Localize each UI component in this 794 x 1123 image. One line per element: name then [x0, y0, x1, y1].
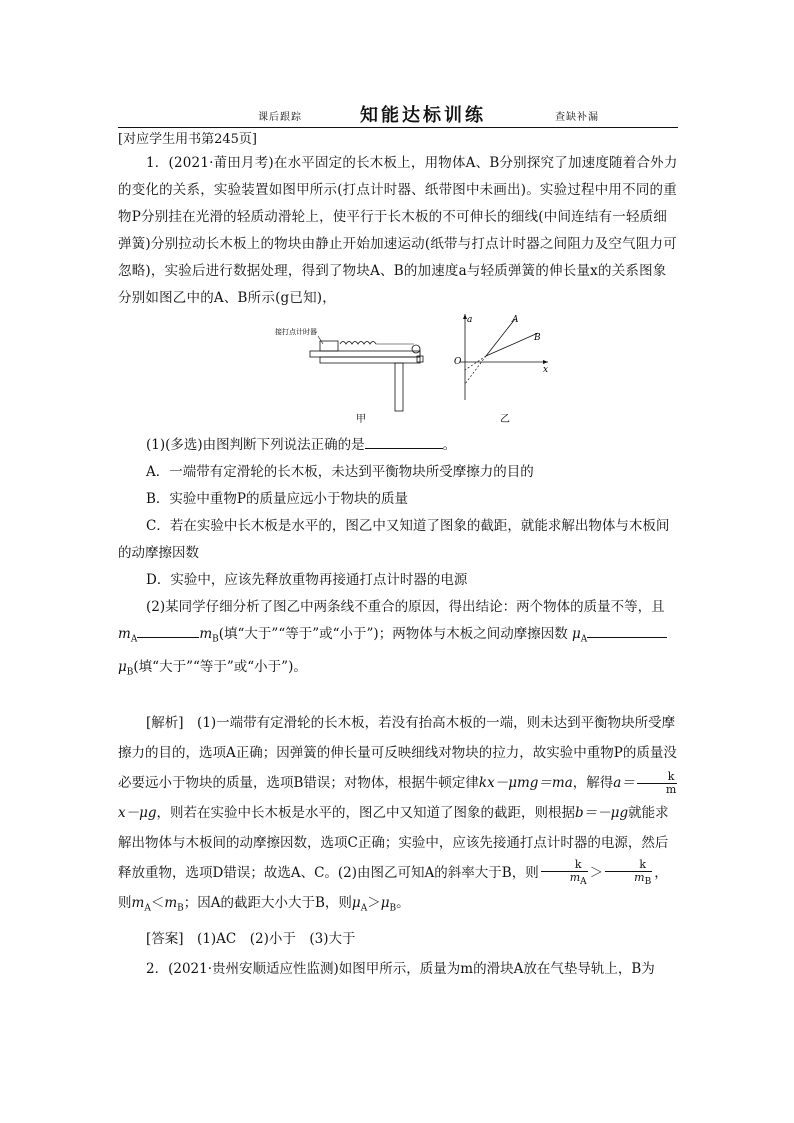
line-a-extension [465, 356, 486, 384]
header-left-label: 课后跟踪 [258, 112, 302, 123]
page-title: 知能达标训练 [360, 105, 486, 126]
book-reference: [对应学生用书第245页] [118, 132, 257, 147]
origin-label: O [454, 357, 462, 367]
part-1-prompt: (1)(多选)由图判断下列说法正确的是 。 [118, 432, 680, 459]
apparatus-diagram [275, 327, 423, 425]
table-leg [395, 363, 403, 411]
question-1-parts [118, 432, 680, 686]
block [320, 341, 338, 351]
figure-svg [260, 312, 560, 432]
option-a: A．一端带有定滑轮的长木板，未达到平衡物块所受摩擦力的目的 [146, 464, 534, 480]
header-right-label: 查缺补漏 [555, 112, 599, 123]
fraction-k-ma: $\frac{k}{m_A}$ [541, 859, 588, 888]
line-b [486, 333, 538, 356]
table-top [320, 357, 420, 363]
answer-blank-1 [365, 434, 443, 449]
option-c: C．若在实验中长木板是水平的，图乙中又知道了图象的截距，就能求解出物体与木板间的动摩擦因数 [118, 518, 670, 561]
option-b: B．实验中重物P的质量应远小于物块的质量 [146, 491, 409, 507]
long-board [310, 351, 420, 357]
solution-label: [解析] [146, 715, 184, 731]
axis-x-label: x [543, 365, 549, 375]
x-axis-arrow [543, 360, 548, 364]
answer-blank-3 [587, 623, 667, 638]
answer-text: (1)AC (2)小于 (3)大于 [197, 930, 356, 947]
line-a-label: A [512, 315, 519, 325]
timer-label: 接打点计时器 [275, 328, 317, 336]
question-1-stem: 1．(2021·莆田月考)在水平固定的长木板上，用物体A、B分别探究了加速度随着合外力的变化的关系，实验装置如图甲所示(打点计时器、纸带图中未画出)。实验过程中用不同的重物P分别挂在光滑的轻质动滑轮上，使平行于长木板的不可伸长的细线(中间连结有一轻质细弹簧)分别拉动长木板上的物块由静止开始加速运动(纸带与打点计时器之间阻力及空气阻力可忽略)，实验后进行数据处理，得到了物块A、B的加速度a与轻质弹簧的伸长量x的关系图象分别如图乙中的A、B所示(g已知)， [118, 155, 678, 306]
option-d: D．实验中，应该先释放重物再接通打点计时器的电源 [146, 572, 468, 588]
question-2-stem: 2．(2021·贵州安顺适应性监测)如图甲所示，质量为m的滑块A放在气垫导轨上，B为 [146, 961, 655, 978]
pulley [412, 345, 420, 353]
part-2-prompt: (2)某同学仔细分析了图乙中两条线不重合的原因，得出结论：两个物体的质量不等，且 $m_A$ $m_B$(填“大于”“等于”或“小于”)；两物体与木板之间动摩擦因数 $\mu_A\mu_B$(填“大于”“等于”或“小于”)。 [118, 594, 680, 686]
fraction-k-m: $\frac{k}{m}$ [637, 771, 677, 796]
spring [340, 342, 376, 345]
solution-text: [解析] (1)一端带有定滑轮的长木板，若没有抬高木板的一端，则未达到平衡物块所受摩擦力的目的，选项A正确；因弹簧的伸长量可反映细线对物块的拉力，故实验中重物P的质量没必要远小于物块的质量，选项B错误；对物体，根据牛顿定律kx－μmg＝ma，解得a＝ $\frac{k}{m}$ x－μg，则若在实验中长木板是水平的，图乙中又知道了图象的截距，则根据b＝－μg就能求解出物体与木板间的动摩擦因数，选项C正确；实验中，应该先接通打点计时器的电源，然后释放重物，选项D错误；故选A、C。(2)由图乙可知A的斜率大于B，则 $\frac{k}{m_A}$ ＞ $\frac{k}{m_B}$ ，则$m_A<m_B$；因A的截距大小大于B，则$\mu_A>\mu_B$。 [118, 715, 677, 914]
line-b-label: B [534, 333, 541, 343]
answer-blank-2 [137, 623, 199, 638]
fraction-k-mb: $\frac{k}{m_B}$ [605, 859, 652, 888]
solution-block [118, 708, 680, 985]
timer-pointer [318, 336, 323, 344]
answer-line [118, 924, 680, 955]
line-b-extension [465, 356, 486, 370]
axis-a-label: a [467, 315, 473, 325]
graph [454, 314, 548, 425]
caption-left: 甲 [356, 414, 366, 425]
figure [260, 312, 560, 432]
page-header [0, 101, 794, 129]
answer-label: [答案] [146, 930, 184, 947]
line-a [486, 319, 515, 356]
caption-right: 乙 [500, 414, 510, 425]
